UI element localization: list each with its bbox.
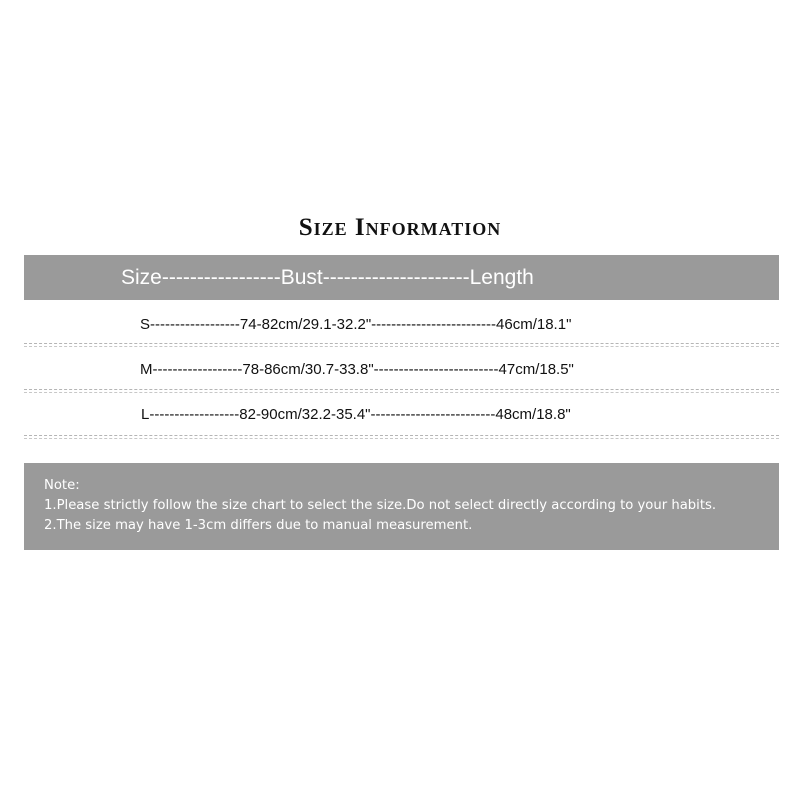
table-header [24,255,779,300]
row-divider [24,343,779,344]
row-divider [24,435,779,436]
note-line-1: 1.Please strictly follow the size chart to select the size.Do not select directly according to your habits. [44,498,717,513]
row-divider [24,389,779,390]
row-text: L------------------82-90cm/32.2-35.4"-------------------------48cm/18.8" [141,406,571,423]
page-title: Size Information [298,214,502,241]
note-line-2: 2.The size may have 1-3cm differs due to manual measurement. [44,518,473,533]
note-box [24,463,779,550]
row-text: M------------------78-86cm/30.7-33.8"-------------------------47cm/18.5" [140,361,574,378]
table-header-text: Size-----------------Bust---------------------Length [121,266,534,289]
note-heading: Note: [44,478,80,493]
row-text: S------------------74-82cm/29.1-32.2"-------------------------46cm/18.1" [140,316,572,333]
